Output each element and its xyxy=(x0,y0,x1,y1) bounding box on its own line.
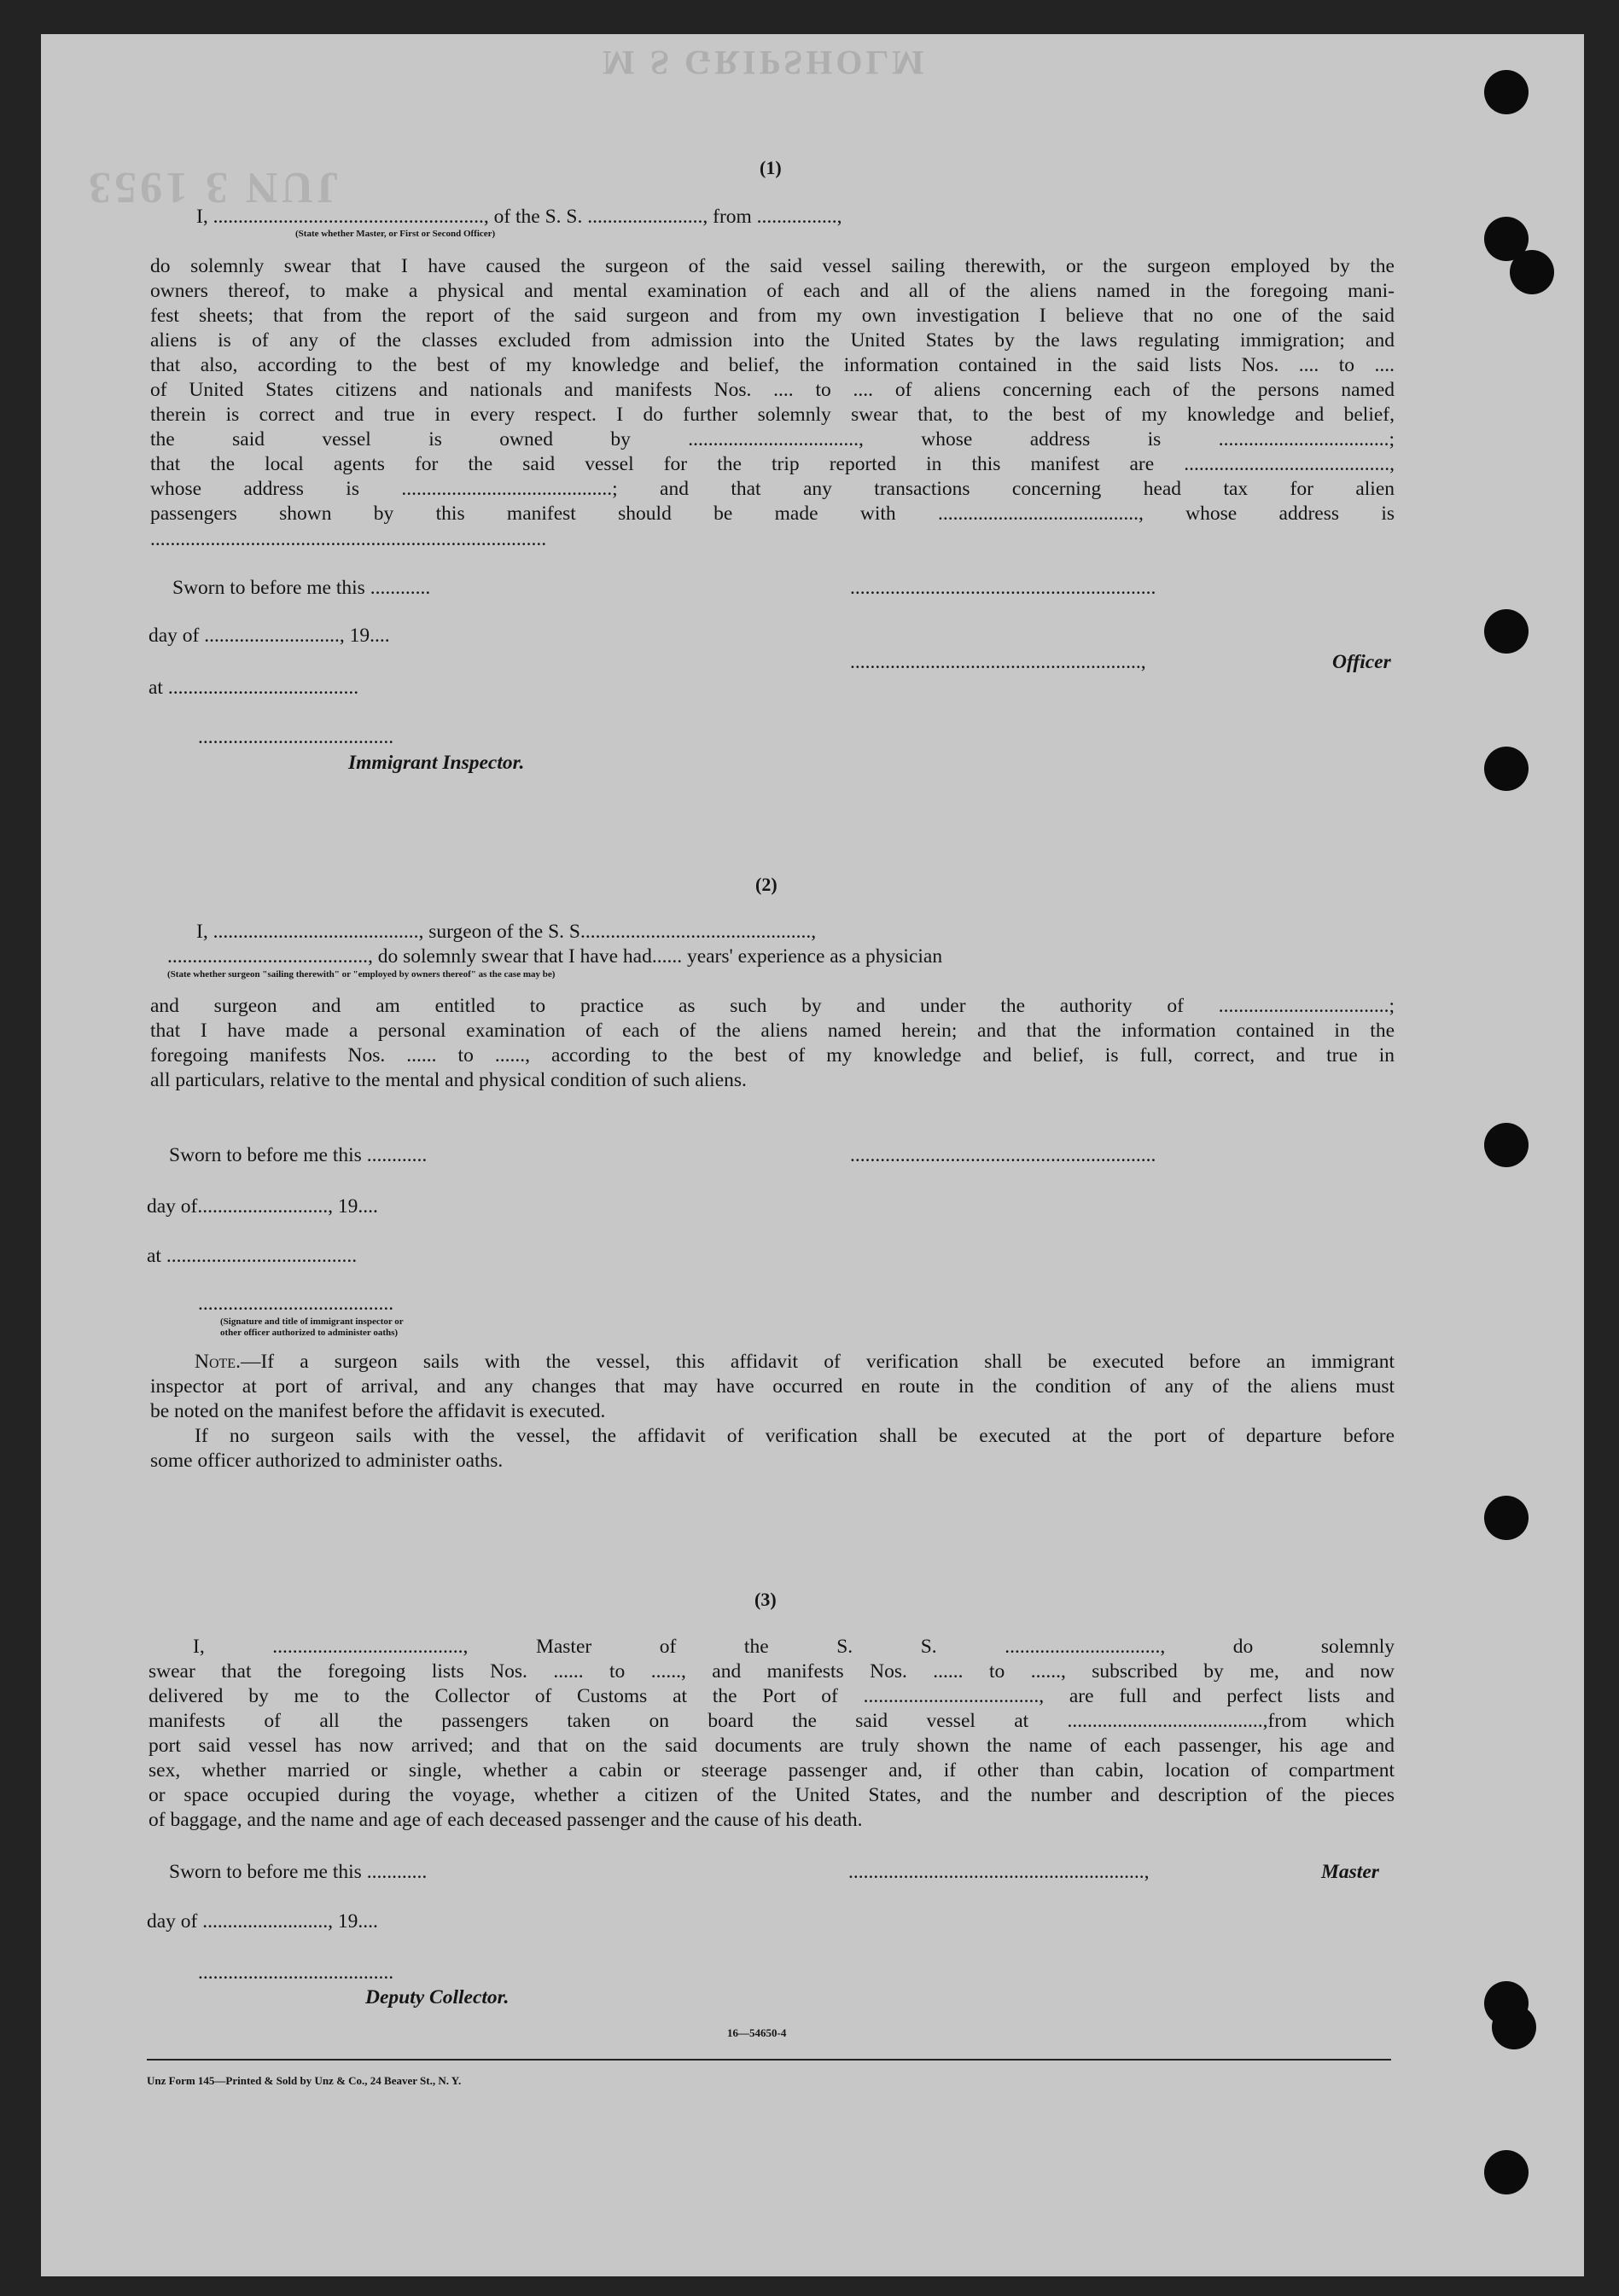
body-line: port said vessel has now arrived; and that on the said documents are truly shown the name of each passenger, his age and xyxy=(149,1735,1395,1757)
ship-stamp: M S GRIPSHOLM xyxy=(603,44,928,82)
note-line: some officer authorized to administer oaths. xyxy=(150,1450,504,1472)
body-line: fest sheets; that from the report of the said surgeon and from my own investigation I believe that no one of the said xyxy=(150,305,1395,327)
section-3-heading: (3) xyxy=(754,1589,777,1610)
section-1-line1: I, ......................................................, of the S. S. ......................., from ................, xyxy=(196,206,842,228)
body-line: all particulars, relative to the mental and physical condition of such aliens. xyxy=(150,1069,747,1091)
section-3-sworn: Sworn to before me this ............ xyxy=(169,1861,428,1883)
section-1-day-of: day of ..........................., 19.... xyxy=(149,625,390,647)
punch-hole xyxy=(1484,1123,1529,1167)
section-3-collector-line: ....................................... xyxy=(198,1962,394,1984)
body-line: passengers shown by this manifest should be made with ........................................, whose address is xyxy=(150,503,1395,525)
section-1-line1-note: (State whether Master, or First or Second Officer) xyxy=(295,229,496,239)
body-line: do solemnly swear that I have caused the surgeon of the said vessel sailing therewith, or the surgeon employed by the xyxy=(150,255,1395,277)
section-2-signature-note: other officer authorized to administer oaths) xyxy=(220,1328,399,1338)
section-1-at: at ...................................... xyxy=(149,677,359,699)
section-2-line1: I, ........................................., surgeon of the S. S.............................................., xyxy=(196,921,817,943)
section-2-at: at ...................................... xyxy=(147,1245,358,1267)
body-line: of baggage, and the name and age of each deceased passenger and the cause of his death. xyxy=(149,1809,863,1831)
section-1-heading: (1) xyxy=(760,157,782,178)
section-1-inspector-line: ....................................... xyxy=(198,726,394,748)
body-line: or space occupied during the voyage, whether a citizen of the United States, and the number and description of the pieces xyxy=(149,1784,1395,1806)
body-line: manifests of all the passengers taken on board the said vessel at .......................................,from which xyxy=(149,1710,1395,1732)
section-2-signature-line: ....................................... xyxy=(198,1293,394,1315)
body-line: swear that the foregoing lists Nos. ...... to ......, and manifests Nos. ...... to ......, subscribed by me, and now xyxy=(149,1660,1395,1683)
body-line: that also, according to the best of my knowledge and belief, the information contained in the said lists Nos. .... to .... xyxy=(150,354,1395,376)
section-2-heading: (2) xyxy=(755,874,777,895)
body-line: and surgeon and am entitled to practice as such by and under the authority of ..................................; xyxy=(150,995,1395,1017)
body-line: foregoing manifests Nos. ...... to ......, according to the best of my knowledge and belief, is full, correct, and true in xyxy=(150,1044,1395,1067)
note-label: Note. xyxy=(195,1351,241,1373)
body-line: the said vessel is owned by .................................., whose address is ..................................; xyxy=(150,428,1395,450)
punch-hole xyxy=(1484,70,1529,114)
body-line: owners thereof, to make a physical and mental examination of each and all of the aliens named in the foregoing mani- xyxy=(150,280,1395,302)
section-1-sworn-signature-line: ............................................................. xyxy=(850,577,1156,599)
section-2-signature-note: (Signature and title of immigrant inspector or xyxy=(220,1317,404,1327)
body-line: I, ......................................, Master of the S. S. ..............................., do solemnly xyxy=(193,1636,1395,1658)
body-line: aliens is of any of the classes excluded from admission into the United States by the laws regulating immigration; and xyxy=(150,329,1395,352)
section-3-day-of: day of ........................., 19.... xyxy=(147,1910,378,1933)
body-line: therein is correct and true in every respect. I do further solemnly swear that, to the best of my knowledge and belief, xyxy=(150,404,1395,426)
section-2-line2-note: (State whether surgeon "sailing therewith" or "employed by owners thereof" as the case may be) xyxy=(167,969,556,979)
body-line: that the local agents for the said vessel for the trip reported in this manifest are ........................................., xyxy=(150,453,1395,475)
note-text: —If a surgeon sails with the vessel, this affidavit of verification shall be executed before an immigrant xyxy=(240,1351,1395,1373)
note-line: be noted on the manifest before the affidavit is executed. xyxy=(150,1400,606,1422)
section-1-inspector-label: Immigrant Inspector. xyxy=(348,752,525,774)
punch-hole xyxy=(1484,2150,1529,2194)
section-3-master-line: ..........................................................., xyxy=(848,1861,1150,1883)
body-line: ............................................................................... xyxy=(150,528,547,550)
body-line: delivered by me to the Collector of Customs at the Port of ..................................., are full and perfect lists and xyxy=(149,1685,1395,1707)
section-3-master-label: Master xyxy=(1321,1861,1379,1883)
section-1-sworn: Sworn to before me this ............ xyxy=(172,577,431,599)
punch-hole xyxy=(1484,747,1529,791)
section-3-collector-label: Deputy Collector. xyxy=(365,1986,510,2008)
section-1-officer-line: .........................................................., xyxy=(850,651,1146,673)
section-1-officer-label: Officer xyxy=(1332,651,1391,673)
date-stamp: JUN 3 1953 xyxy=(85,163,340,212)
body-line: of United States citizens and nationals and manifests Nos. .... to .... of aliens concerning each of the persons named xyxy=(150,379,1395,401)
punch-hole xyxy=(1510,250,1554,294)
footer-rule xyxy=(147,2059,1391,2061)
punch-hole xyxy=(1484,609,1529,654)
punch-hole xyxy=(1492,2005,1536,2049)
note-line xyxy=(150,1350,1395,1375)
footer-text: Unz Form 145—Printed & Sold by Unz & Co., 24 Beaver St., N. Y. xyxy=(147,2074,462,2087)
section-2-day-of: day of.........................., 19.... xyxy=(147,1195,378,1218)
body-line: sex, whether married or single, whether a cabin or steerage passenger and, if other than cabin, location of compartment xyxy=(149,1759,1395,1782)
section-2-sworn: Sworn to before me this ............ xyxy=(169,1144,428,1166)
form-code: 16—54650-4 xyxy=(727,2026,787,2039)
section-2-sworn-signature-line: ............................................................. xyxy=(850,1144,1156,1166)
section-2-line2: ........................................, do solemnly swear that I have had...... years' experience as a physician xyxy=(167,945,943,968)
note-line: If no surgeon sails with the vessel, the affidavit of verification shall be executed at the port of departure before xyxy=(195,1425,1395,1447)
note-line: inspector at port of arrival, and any changes that may have occurred en route in the condition of any of the aliens must xyxy=(150,1375,1395,1398)
body-line: whose address is ..........................................; and that any transactions concerning head tax for alien xyxy=(150,478,1395,500)
punch-hole xyxy=(1484,1496,1529,1540)
body-line: that I have made a personal examination of each of the aliens named herein; and that the information contained in the xyxy=(150,1020,1395,1042)
